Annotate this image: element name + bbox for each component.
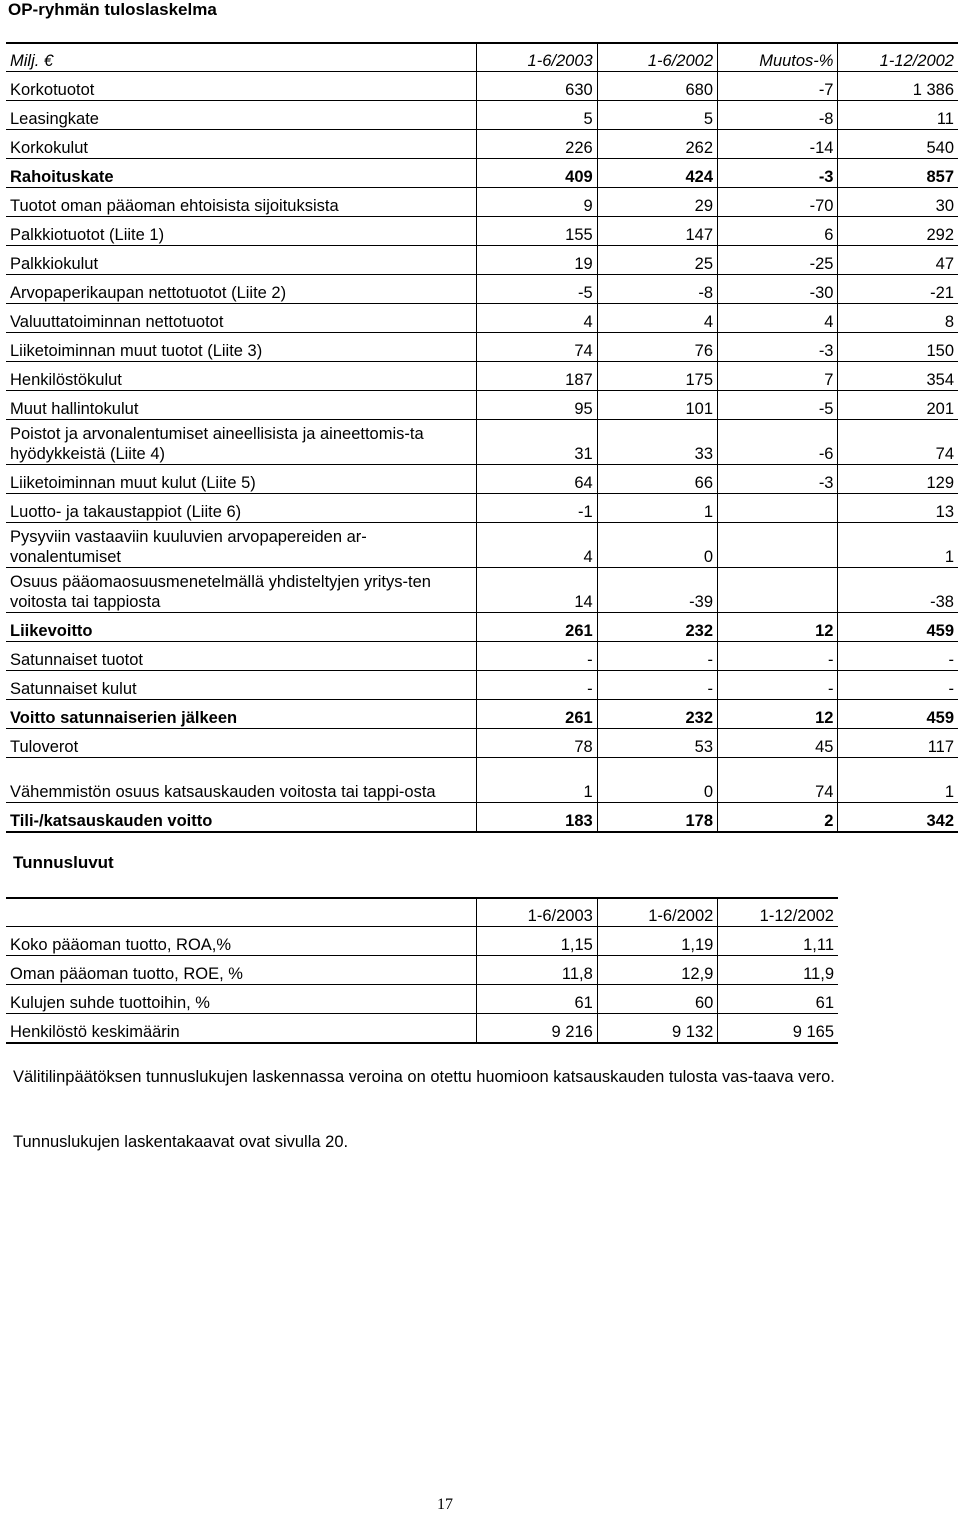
row-value-col-3: -25: [718, 246, 838, 275]
row-value-col-2: 0: [597, 758, 717, 803]
row-value-col-3: -7: [718, 72, 838, 101]
row-value-col-2: 680: [597, 72, 717, 101]
row-label: Liiketoiminnan muut kulut (Liite 5): [6, 465, 477, 494]
row-value-col-4: -: [838, 671, 958, 700]
table-row: [6, 275, 958, 304]
row-value-col-1: 78: [477, 729, 597, 758]
row-value-col-3: 2: [718, 803, 838, 833]
row-value-col-3: [718, 494, 838, 523]
row-value-col-2: 147: [597, 217, 717, 246]
row-value-col-3: -3: [718, 159, 838, 188]
table-row: [6, 758, 958, 803]
kpi-value-col-2: 60: [597, 985, 718, 1014]
row-label: Pysyviin vastaaviin kuuluvien arvopapereiden ar-vonalentumiset: [6, 523, 477, 568]
kpi-value-col-3: 9 165: [718, 1014, 838, 1044]
table-row: [6, 613, 958, 642]
kpi-value-col-3: 11,9: [718, 956, 838, 985]
row-value-col-1: 95: [477, 391, 597, 420]
header-col-4: 1-12/2002: [838, 43, 958, 72]
row-value-col-3: [718, 568, 838, 613]
row-value-col-4: 150: [838, 333, 958, 362]
row-value-col-1: -: [477, 671, 597, 700]
row-value-col-4: 1 386: [838, 72, 958, 101]
row-value-col-3: 4: [718, 304, 838, 333]
row-label: Korkokulut: [6, 130, 477, 159]
row-label: Palkkiokulut: [6, 246, 477, 275]
page-title: OP-ryhmän tuloslaskelma: [8, 0, 217, 19]
table-row: [6, 803, 958, 833]
row-label: Poistot ja arvonalentumiset aineellisista ja aineettomis-ta hyödykkeistä (Liite 4): [6, 420, 477, 465]
table-row: [6, 494, 958, 523]
table-row: [6, 700, 958, 729]
row-value-col-1: 4: [477, 304, 597, 333]
row-value-col-2: 424: [597, 159, 717, 188]
row-label: Palkkiotuotot (Liite 1): [6, 217, 477, 246]
row-value-col-4: 1: [838, 523, 958, 568]
row-label: Valuuttatoiminnan nettotuotot: [6, 304, 477, 333]
row-value-col-2: 0: [597, 523, 717, 568]
row-label: Osuus pääomaosuusmenetelmällä yhdisteltyjen yritys-ten voitosta tai tappiosta: [6, 568, 477, 613]
row-value-col-3: 74: [718, 758, 838, 803]
table-row: [6, 391, 958, 420]
row-label: Tuloverot: [6, 729, 477, 758]
row-label: Henkilöstökulut: [6, 362, 477, 391]
kpi-heading: Tunnusluvut: [13, 853, 114, 872]
row-value-col-1: 64: [477, 465, 597, 494]
row-value-col-1: 5: [477, 101, 597, 130]
row-value-col-4: 540: [838, 130, 958, 159]
row-label: Satunnaiset tuotot: [6, 642, 477, 671]
row-value-col-4: 30: [838, 188, 958, 217]
table-row: [6, 642, 958, 671]
row-value-col-4: -: [838, 642, 958, 671]
kpi-label: Henkilöstö keskimäärin: [6, 1014, 477, 1044]
row-value-col-2: 175: [597, 362, 717, 391]
kpi-label: Kulujen suhde tuottoihin, %: [6, 985, 477, 1014]
kpi-value-col-2: 12,9: [597, 956, 718, 985]
row-value-col-3: 12: [718, 700, 838, 729]
row-value-col-3: 12: [718, 613, 838, 642]
row-value-col-2: 101: [597, 391, 717, 420]
row-value-col-3: -3: [718, 465, 838, 494]
row-value-col-2: -8: [597, 275, 717, 304]
table-row: [6, 304, 958, 333]
row-value-col-3: -5: [718, 391, 838, 420]
kpi-header-col-3: 1-12/2002: [718, 898, 838, 927]
kpi-value-col-1: 1,15: [477, 927, 598, 956]
note-formulas: Tunnuslukujen laskentakaavat ovat sivulla 20.: [13, 1133, 349, 1151]
row-label: Tili-/katsauskauden voitto: [6, 803, 477, 833]
row-value-col-4: 354: [838, 362, 958, 391]
table-row: [6, 333, 958, 362]
row-value-col-2: 1: [597, 494, 717, 523]
row-value-col-3: -30: [718, 275, 838, 304]
row-value-col-3: 45: [718, 729, 838, 758]
income-statement-table: [6, 42, 958, 833]
kpi-value-col-1: 61: [477, 985, 598, 1014]
row-label: Satunnaiset kulut: [6, 671, 477, 700]
row-value-col-2: 29: [597, 188, 717, 217]
row-value-col-3: -6: [718, 420, 838, 465]
table-row: [6, 523, 958, 568]
row-value-col-2: 232: [597, 613, 717, 642]
row-value-col-2: 53: [597, 729, 717, 758]
row-label: Luotto- ja takaustappiot (Liite 6): [6, 494, 477, 523]
row-value-col-2: 76: [597, 333, 717, 362]
row-value-col-1: -: [477, 642, 597, 671]
table-row: [6, 362, 958, 391]
row-label: Leasingkate: [6, 101, 477, 130]
row-value-col-2: 262: [597, 130, 717, 159]
row-value-col-3: 6: [718, 217, 838, 246]
table-row: [6, 159, 958, 188]
row-value-col-2: -39: [597, 568, 717, 613]
row-value-col-1: 4: [477, 523, 597, 568]
kpi-value-col-3: 1,11: [718, 927, 838, 956]
row-value-col-4: 459: [838, 613, 958, 642]
row-value-col-2: 4: [597, 304, 717, 333]
row-value-col-2: 232: [597, 700, 717, 729]
row-value-col-3: -: [718, 671, 838, 700]
row-value-col-4: 201: [838, 391, 958, 420]
row-value-col-4: 74: [838, 420, 958, 465]
kpi-label: Oman pääoman tuotto, ROE, %: [6, 956, 477, 985]
row-value-col-2: 33: [597, 420, 717, 465]
kpi-row: [6, 985, 838, 1014]
row-value-col-2: 25: [597, 246, 717, 275]
row-value-col-4: 342: [838, 803, 958, 833]
row-label: Korkotuotot: [6, 72, 477, 101]
row-value-col-1: 9: [477, 188, 597, 217]
kpi-value-col-1: 9 216: [477, 1014, 598, 1044]
row-label: Muut hallintokulut: [6, 391, 477, 420]
row-value-col-1: 226: [477, 130, 597, 159]
row-value-col-2: -: [597, 671, 717, 700]
row-value-col-3: -3: [718, 333, 838, 362]
row-value-col-1: 261: [477, 613, 597, 642]
kpi-row: [6, 927, 838, 956]
row-label: Rahoituskate: [6, 159, 477, 188]
table-row: [6, 671, 958, 700]
row-value-col-2: -: [597, 642, 717, 671]
row-value-col-1: 261: [477, 700, 597, 729]
header-unit: Milj. €: [6, 43, 477, 72]
kpi-table: [6, 897, 838, 1044]
row-value-col-1: 409: [477, 159, 597, 188]
table-row: [6, 465, 958, 494]
kpi-header-label: [6, 898, 477, 927]
page-number: 17: [437, 1496, 453, 1513]
table-row: [6, 568, 958, 613]
row-value-col-1: -5: [477, 275, 597, 304]
row-value-col-2: 66: [597, 465, 717, 494]
row-value-col-1: 31: [477, 420, 597, 465]
table-row: [6, 246, 958, 275]
header-col-1: 1-6/2003: [477, 43, 597, 72]
row-value-col-3: -: [718, 642, 838, 671]
row-label: Liikevoitto: [6, 613, 477, 642]
row-value-col-1: 187: [477, 362, 597, 391]
table-row: [6, 188, 958, 217]
row-value-col-4: 13: [838, 494, 958, 523]
kpi-row: [6, 1014, 838, 1044]
table-row: [6, 217, 958, 246]
kpi-header-col-2: 1-6/2002: [597, 898, 718, 927]
row-value-col-4: 292: [838, 217, 958, 246]
row-value-col-1: 1: [477, 758, 597, 803]
row-value-col-4: 11: [838, 101, 958, 130]
row-label: Tuotot oman pääoman ehtoisista sijoituksista: [6, 188, 477, 217]
row-value-col-4: 459: [838, 700, 958, 729]
row-value-col-2: 5: [597, 101, 717, 130]
row-value-col-1: -1: [477, 494, 597, 523]
row-value-col-3: 7: [718, 362, 838, 391]
row-label: Arvopaperikaupan nettotuotot (Liite 2): [6, 275, 477, 304]
income-header-row: [6, 43, 958, 72]
row-value-col-4: 1: [838, 758, 958, 803]
table-row: [6, 101, 958, 130]
table-row: [6, 72, 958, 101]
note-tax: Välitilinpäätöksen tunnuslukujen laskennassa veroina on otettu huomioon katsauskauden tulosta vas-taava vero.: [13, 1068, 835, 1086]
row-label: Liiketoiminnan muut tuotot (Liite 3): [6, 333, 477, 362]
row-label: Voitto satunnaiserien jälkeen: [6, 700, 477, 729]
kpi-header-col-1: 1-6/2003: [477, 898, 598, 927]
row-value-col-4: 129: [838, 465, 958, 494]
header-col-2: 1-6/2002: [597, 43, 717, 72]
row-value-col-4: 47: [838, 246, 958, 275]
row-value-col-1: 155: [477, 217, 597, 246]
table-row: [6, 130, 958, 159]
row-value-col-3: [718, 523, 838, 568]
row-value-col-4: -38: [838, 568, 958, 613]
row-value-col-3: -70: [718, 188, 838, 217]
kpi-value-col-1: 11,8: [477, 956, 598, 985]
kpi-label: Koko pääoman tuotto, ROA,%: [6, 927, 477, 956]
row-value-col-3: -8: [718, 101, 838, 130]
kpi-value-col-2: 9 132: [597, 1014, 718, 1044]
row-value-col-3: -14: [718, 130, 838, 159]
row-value-col-4: 857: [838, 159, 958, 188]
row-value-col-1: 14: [477, 568, 597, 613]
table-row: [6, 420, 958, 465]
row-label: Vähemmistön osuus katsauskauden voitosta tai tappi-osta: [6, 758, 477, 803]
row-value-col-2: 178: [597, 803, 717, 833]
table-row: [6, 729, 958, 758]
kpi-row: [6, 956, 838, 985]
header-col-3: Muutos-%: [718, 43, 838, 72]
row-value-col-1: 19: [477, 246, 597, 275]
row-value-col-4: 117: [838, 729, 958, 758]
row-value-col-1: 183: [477, 803, 597, 833]
kpi-value-col-3: 61: [718, 985, 838, 1014]
row-value-col-4: 8: [838, 304, 958, 333]
row-value-col-4: -21: [838, 275, 958, 304]
row-value-col-1: 630: [477, 72, 597, 101]
kpi-value-col-2: 1,19: [597, 927, 718, 956]
row-value-col-1: 74: [477, 333, 597, 362]
kpi-header-row: [6, 898, 838, 927]
